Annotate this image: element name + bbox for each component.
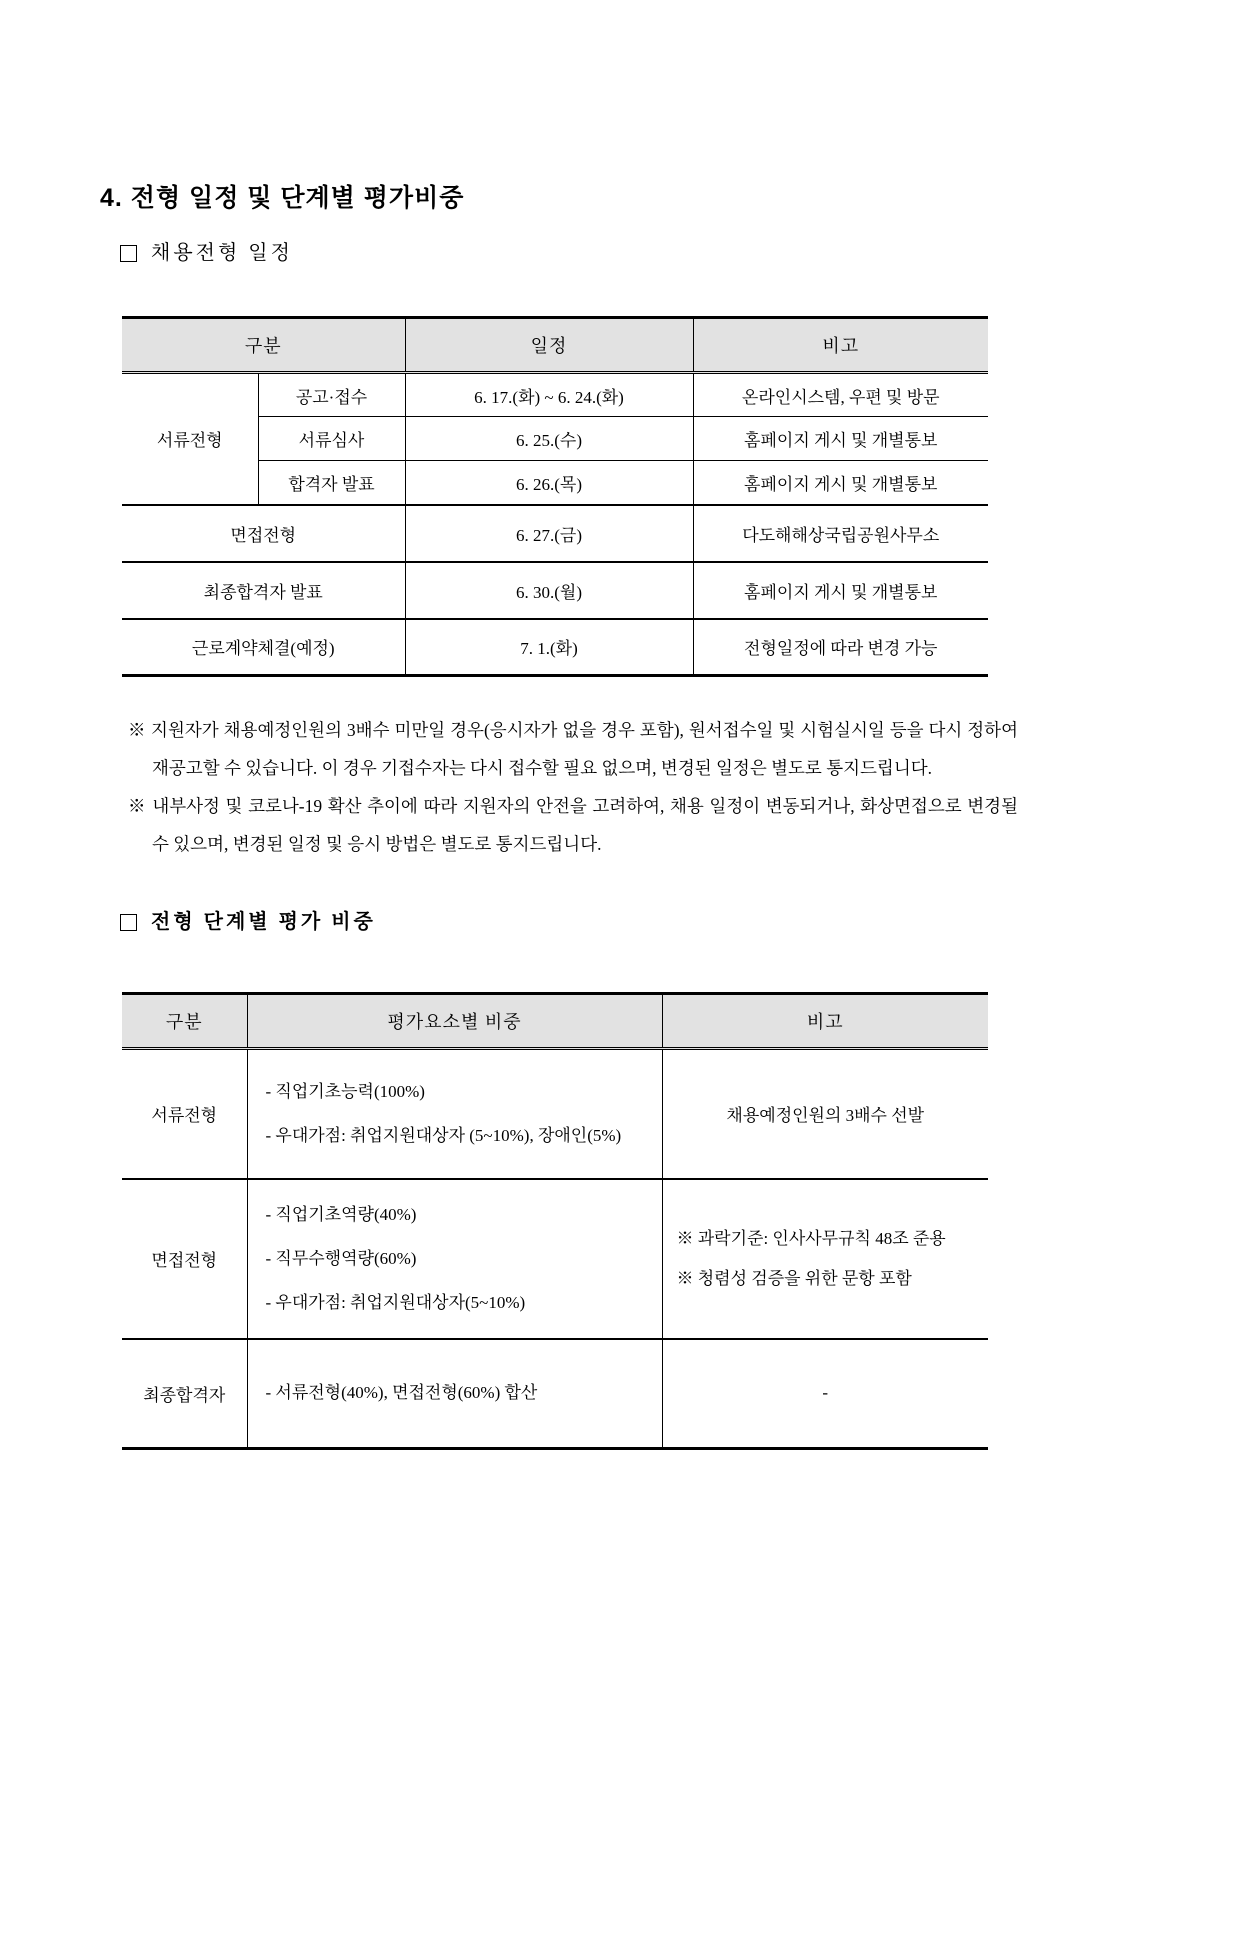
cell-schedule: 7. 1.(화) (405, 619, 693, 676)
header-remark: 비고 (693, 318, 988, 373)
weight-item: - 우대가점: 취업지원대상자(5~10%) (265, 1292, 526, 1312)
recruitment-schedule-table (122, 316, 988, 677)
cell-remark: 전형일정에 따라 변경 가능 (693, 619, 988, 676)
weight-item: - 직업기초능력(100%) (265, 1081, 425, 1101)
note-covid: ※ 내부사정 및 코로나-19 확산 추이에 따라 지원자의 안전을 고려하여, 채용 일정이 변동되거나, 화상면접으로 변경될 수 있으며, 변경된 일정 및 응시 방법은 별도로 통지드립니다. (128, 796, 1018, 854)
header-weights: 평가요소별 비중 (247, 994, 662, 1049)
evaluation-weight-table (122, 992, 988, 1450)
cell-remark (662, 1179, 988, 1339)
cell-schedule: 6. 26.(목) (405, 461, 693, 505)
table-row (122, 562, 988, 619)
cell-group-document-screening: 서류전형 (122, 373, 258, 505)
notes-block (128, 711, 1018, 863)
cell-weight-items (247, 1339, 662, 1449)
table-row (122, 505, 988, 562)
header-remark: 비고 (662, 994, 988, 1049)
remark-line: ※ 과락기준: 인사사무규칙 48조 준용 (676, 1228, 946, 1248)
cell-category: 면접전형 (122, 1179, 247, 1339)
weight-item: - 서류전형(40%), 면접전형(60%) 합산 (265, 1383, 538, 1403)
cell-schedule: 6. 27.(금) (405, 505, 693, 562)
cell-weight-items (247, 1179, 662, 1339)
cell-step: 합격자 발표 (258, 461, 405, 505)
cell-category: 최종합격자 발표 (122, 562, 405, 619)
cell-schedule: 6. 25.(수) (405, 417, 693, 461)
cell-category: 근로계약체결(예정) (122, 619, 405, 676)
section-heading-schedule-label: 채용전형 일정 (151, 242, 293, 264)
cell-category: 최종합격자 (122, 1339, 247, 1449)
table-row (122, 619, 988, 676)
cell-remark: 홈페이지 게시 및 개별통보 (693, 562, 988, 619)
cell-category: 면접전형 (122, 505, 405, 562)
section-heading-schedule (120, 240, 1240, 266)
header-schedule: 일정 (405, 318, 693, 373)
table-row (122, 1049, 988, 1179)
cell-weight-items (247, 1049, 662, 1179)
table-row (122, 1339, 988, 1449)
weight-item: - 우대가점: 취업지원대상자 (5~10%), 장애인(5%) (265, 1125, 622, 1145)
section-heading-weights (120, 909, 1240, 935)
cell-category: 서류전형 (122, 1049, 247, 1179)
table-header-row (122, 994, 988, 1049)
table-header-row (122, 318, 988, 373)
remark-line: ※ 청렴성 검증을 위한 문항 포함 (676, 1268, 912, 1288)
section-heading-weights-label: 전형 단계별 평가 비중 (151, 911, 376, 933)
weight-item: - 직업기초역량(40%) (265, 1204, 417, 1224)
table-row (122, 373, 988, 417)
cell-remark: 온라인시스템, 우편 및 방문 (693, 373, 988, 417)
page-title: 4. 전형 일정 및 단계별 평가비중 (100, 184, 465, 212)
header-category: 구분 (122, 994, 247, 1049)
checkbox-square-icon (120, 245, 137, 262)
note-reannouncement: ※ 지원자가 채용예정인원의 3배수 미만일 경우(응시자가 없을 경우 포함), 원서접수일 및 시험실시일 등을 다시 정하여 재공고할 수 있습니다. 이 경우 기접수자는 다시 접수할 필요 없으며, 변경된 일정은 별도로 통지드립니다. (128, 720, 1018, 778)
cell-schedule: 6. 30.(월) (405, 562, 693, 619)
cell-remark: 홈페이지 게시 및 개별통보 (693, 461, 988, 505)
cell-remark: 홈페이지 게시 및 개별통보 (693, 417, 988, 461)
checkbox-square-icon (120, 914, 137, 931)
weight-item: - 직무수행역량(60%) (265, 1248, 417, 1268)
cell-remark: 채용예정인원의 3배수 선발 (662, 1049, 988, 1179)
cell-step: 공고·접수 (258, 373, 405, 417)
cell-schedule: 6. 17.(화) ~ 6. 24.(화) (405, 373, 693, 417)
table-row (122, 1179, 988, 1339)
cell-step: 서류심사 (258, 417, 405, 461)
header-category: 구분 (122, 318, 405, 373)
cell-remark: 다도해해상국립공원사무소 (693, 505, 988, 562)
cell-remark: - (662, 1339, 988, 1449)
